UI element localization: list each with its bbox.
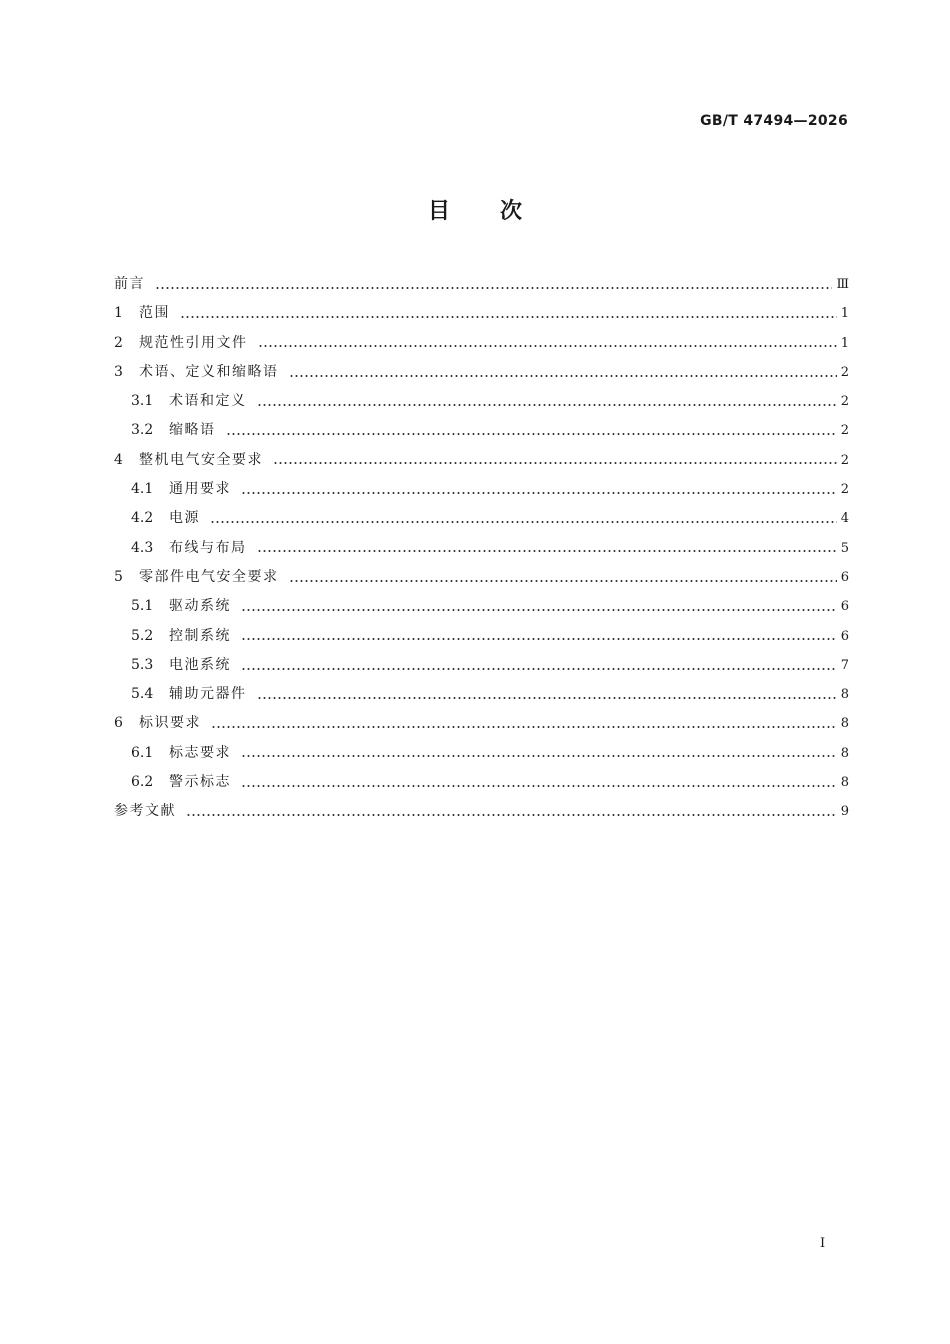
toc-entry-page: 1 xyxy=(840,306,849,322)
toc-entry-page: 8 xyxy=(840,716,849,732)
toc-entry[interactable] xyxy=(114,416,849,445)
toc-entry-label: 参考文献 xyxy=(114,803,176,820)
toc-entry[interactable] xyxy=(114,651,849,680)
toc-dot-leader xyxy=(241,600,837,614)
toc-entry-page: 2 xyxy=(840,364,849,380)
toc-entry-page: 2 xyxy=(840,482,849,498)
toc-dot-leader xyxy=(180,307,837,321)
toc-entry-page: 1 xyxy=(840,335,849,351)
toc-entry-label: 电源 xyxy=(169,510,200,527)
toc-entry[interactable] xyxy=(114,592,849,621)
toc-entry-number: 6.1 xyxy=(131,744,154,761)
toc-entry[interactable] xyxy=(114,622,849,651)
toc-entry-number: 5.1 xyxy=(131,598,154,615)
toc-entry-number: 5.3 xyxy=(131,656,154,673)
toc-entry-page: 9 xyxy=(840,804,849,820)
toc-entry[interactable] xyxy=(114,475,849,504)
toc-entry-number: 6 xyxy=(114,715,123,732)
toc-entry-label: 范围 xyxy=(139,305,170,322)
toc-entry-number: 4 xyxy=(114,451,123,468)
toc-entry-label: 整机电气安全要求 xyxy=(139,451,263,468)
toc-entry-label: 规范性引用文件 xyxy=(139,334,248,351)
toc-entry-page: 5 xyxy=(840,540,849,556)
toc-entry-label: 布线与布局 xyxy=(169,539,247,556)
toc-entry-number: 5 xyxy=(114,568,123,585)
toc-entry-label: 术语和定义 xyxy=(169,393,247,410)
toc-entry-label: 驱动系统 xyxy=(169,598,231,615)
toc-entry-page: 6 xyxy=(840,599,849,615)
toc-entry-label: 标志要求 xyxy=(169,744,231,761)
toc-entry-page: 6 xyxy=(840,628,849,644)
toc-dot-leader xyxy=(211,717,837,731)
toc-entry-number: 6.2 xyxy=(131,774,154,791)
toc-dot-leader xyxy=(226,424,837,438)
toc-entry[interactable] xyxy=(114,446,849,475)
toc-entry-number: 5.2 xyxy=(131,627,154,644)
toc-entry-label: 辅助元器件 xyxy=(169,686,247,703)
toc-entry-number: 5.4 xyxy=(131,686,154,703)
toc-entry[interactable] xyxy=(114,504,849,533)
toc-entry-page: 2 xyxy=(840,452,849,468)
toc-entry-label: 电池系统 xyxy=(169,656,231,673)
toc-entry-label: 控制系统 xyxy=(169,627,231,644)
toc-dot-leader xyxy=(241,746,837,760)
toc-dot-leader xyxy=(257,688,837,702)
document-code: GB/T 47494—2026 xyxy=(700,113,848,129)
toc-entry-page: 2 xyxy=(840,394,849,410)
toc-entry-label: 前言 xyxy=(114,276,145,292)
toc-entry[interactable] xyxy=(114,709,849,738)
page-title: 目次 xyxy=(427,199,572,224)
toc-entry-number: 3.2 xyxy=(131,422,154,439)
toc-entry-page: 7 xyxy=(840,657,849,673)
toc-entry-label: 警示标志 xyxy=(169,774,231,791)
toc-entry-number: 4.1 xyxy=(131,481,154,498)
toc-entry-number: 1 xyxy=(114,305,123,322)
toc-entry-page: 6 xyxy=(840,569,849,585)
toc-dot-leader xyxy=(258,336,837,350)
toc-entry-label: 缩略语 xyxy=(169,422,216,439)
toc-dot-leader xyxy=(289,571,837,585)
toc-entry[interactable] xyxy=(114,563,849,592)
table-of-contents xyxy=(114,270,849,827)
toc-entry-label: 零部件电气安全要求 xyxy=(139,568,279,585)
toc-entry-label: 术语、定义和缩略语 xyxy=(139,363,279,380)
toc-entry[interactable] xyxy=(114,270,849,299)
toc-dot-leader xyxy=(241,776,837,790)
toc-entry[interactable] xyxy=(114,680,849,709)
toc-dot-leader xyxy=(241,659,837,673)
toc-entry-number: 3.1 xyxy=(131,393,154,410)
toc-entry[interactable] xyxy=(114,358,849,387)
toc-entry-number: 3 xyxy=(114,363,123,380)
toc-entry-number: 4.3 xyxy=(131,539,154,556)
toc-entry[interactable] xyxy=(114,534,849,563)
toc-entry-page: 2 xyxy=(840,423,849,439)
toc-entry-number: 2 xyxy=(114,334,123,351)
toc-dot-leader xyxy=(289,366,837,380)
toc-entry-number: 4.2 xyxy=(131,510,154,527)
toc-dot-leader xyxy=(155,278,832,292)
toc-entry[interactable] xyxy=(114,739,849,768)
toc-entry-page: 8 xyxy=(840,775,849,791)
toc-entry[interactable] xyxy=(114,329,849,358)
toc-entry[interactable] xyxy=(114,299,849,328)
toc-entry-page: 4 xyxy=(840,511,849,527)
toc-entry[interactable] xyxy=(114,387,849,416)
footer-page-number: I xyxy=(820,1236,826,1251)
toc-dot-leader xyxy=(210,512,837,526)
toc-dot-leader xyxy=(241,629,837,643)
toc-entry-label: 标识要求 xyxy=(139,715,201,732)
toc-entry-label: 通用要求 xyxy=(169,481,231,498)
toc-dot-leader xyxy=(257,541,837,555)
toc-entry[interactable] xyxy=(114,797,849,826)
toc-dot-leader xyxy=(257,395,837,409)
toc-entry-page: 8 xyxy=(840,687,849,703)
toc-entry[interactable] xyxy=(114,768,849,797)
toc-entry-page: 8 xyxy=(840,745,849,761)
toc-entry-page: Ⅲ xyxy=(836,277,849,292)
toc-dot-leader xyxy=(273,453,837,467)
toc-dot-leader xyxy=(186,805,837,819)
toc-dot-leader xyxy=(241,483,837,497)
